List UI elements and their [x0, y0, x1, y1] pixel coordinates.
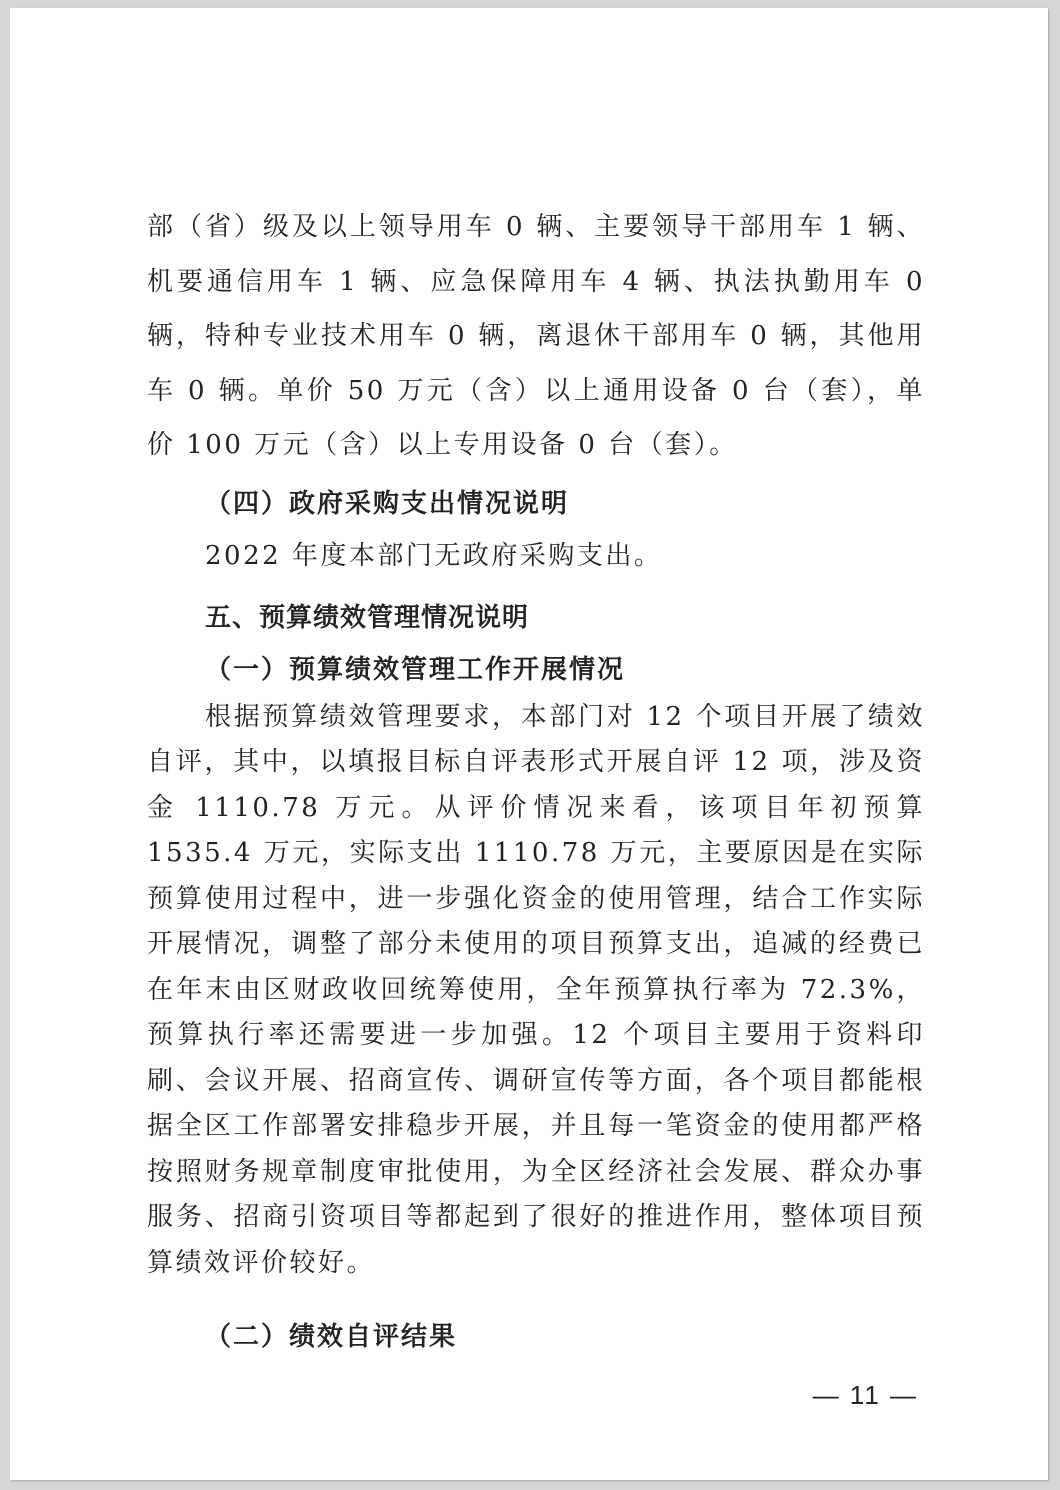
procurement-paragraph: 2022 年度本部门无政府采购支出。	[205, 540, 663, 571]
performance-work-paragraph: 根据预算绩效管理要求，本部门对 12 个项目开展了绩效自评，其中，以填报目标自评表形式开展自评 12 项，涉及资金 1110.78 万元。从评价情况来看，该项目年初预算 1535.4 万元，实际支出 1110.78 万元，主要原因是在实际预算使用过程中，进一步强化资金的使用管理，结合工作实际开展情况，调整了部分未使用的项目预算支出，追减的经费已在年末由区财政收回统筹使用，全年预算执行率为 72.3%，预算执行率还需要进一步加强。12 个项目主要用于资料印刷、会议开展、招商宣传、调研宣传等方面，各个项目都能根据全区工作部署安排稳步开展，并且每一笔资金的使用都严格按照财务规章制度审批使用，为全区经济社会发展、群众办事服务、招商引资项目等都起到了很好的推进作用，整体项目预算绩效评价较好。	[147, 701, 925, 1278]
page-number: — 11 —	[812, 1380, 918, 1410]
document-page	[10, 8, 1048, 1480]
section-five-heading: 五、预算绩效管理情况说明	[205, 602, 530, 633]
performance-work-heading: （一）预算绩效管理工作开展情况	[205, 654, 626, 685]
document-body	[147, 200, 925, 1364]
procurement-heading: （四）政府采购支出情况说明	[205, 488, 570, 519]
vehicle-equipment-paragraph: 部（省）级及以上领导用车 0 辆、主要领导干部用车 1 辆、机要通信用车 1 辆、应急保障用车 4 辆、执法执勤用车 0 辆，特种专业技术用车 0 辆，离退休干部用车 0 辆，其他用车 0 辆。单价 50 万元（含）以上通用设备 0 台（套），单价 100 万元（含）以上专用设备 0 台（套）。	[147, 212, 925, 461]
self-evaluation-results-heading: （二）绩效自评结果	[205, 1322, 458, 1353]
